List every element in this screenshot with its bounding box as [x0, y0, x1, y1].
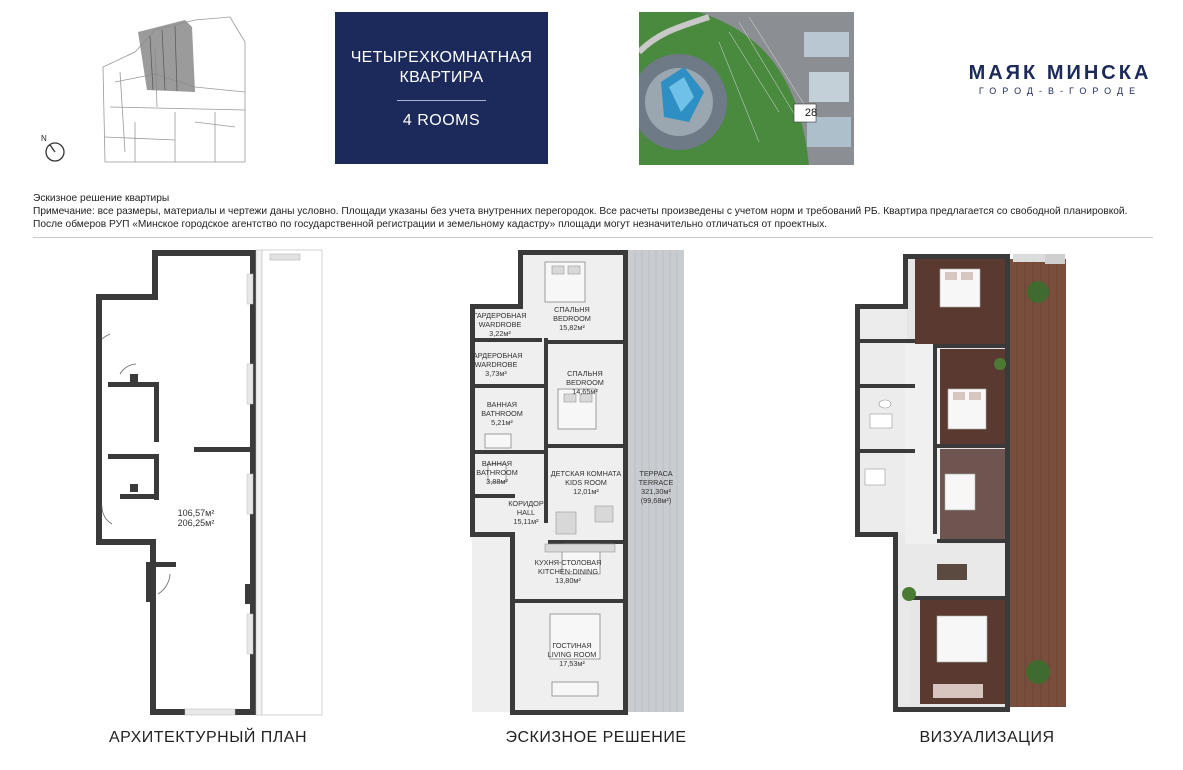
compass-label: N [41, 134, 47, 143]
logo-main-text: МАЯК МИНСКА [968, 62, 1152, 84]
living-area: 17,53м² [559, 659, 585, 668]
wardrobe1-area: 3,22м² [489, 329, 511, 338]
kids-en: KIDS ROOM [565, 478, 607, 487]
wardrobe1-ru: ГАРДЕРОБНАЯ [473, 311, 527, 320]
arch-area2: 206,25м² [177, 518, 215, 528]
bedroom2-en: BEDROOM [566, 378, 604, 387]
apartment-title-box [335, 12, 548, 164]
kids-area: 12,01м² [573, 487, 599, 496]
title-line1: ЧЕТЫРЕХКОМНАТНАЯ [350, 49, 533, 66]
bedroom1-area: 15,82м² [559, 323, 585, 332]
building-number: 28 [804, 107, 818, 119]
logo-sub-text: ГОРОД-В-ГОРОДЕ [978, 86, 1142, 96]
title-rooms-en: 4 ROOMS [402, 112, 481, 129]
kitchen-en: KITCHEN-DINING [538, 567, 598, 576]
kitchen-area: 13,80м² [555, 576, 581, 585]
arch-plan-caption: АРХИТЕКТУРНЫЙ ПЛАН [108, 729, 308, 746]
terrace-ru: ТЕРРАСА [639, 469, 673, 478]
bath2-ru: ВАННАЯ [481, 459, 513, 468]
terrace-area2: (99,68м²) [640, 496, 672, 505]
kitchen-ru: КУХНЯ-СТОЛОВАЯ [534, 558, 602, 567]
notes-heading: Эскизное решение квартиры [33, 193, 170, 204]
bath1-area: 5,21м² [491, 418, 513, 427]
bath1-en: BATHROOM [481, 409, 523, 418]
hall-area: 15,11м² [513, 517, 539, 526]
living-en: LIVING ROOM [547, 650, 597, 659]
wardrobe2-en: WARDROBE [474, 360, 518, 369]
bath2-area: 3,88м² [486, 477, 508, 486]
arch-area1: 106,57м² [177, 508, 215, 518]
wardrobe2-area: 3,73м² [485, 369, 507, 378]
hall-ru: КОРИДОР [508, 499, 544, 508]
sketch-plan [460, 244, 700, 719]
title-line2: КВАРТИРА [399, 69, 484, 86]
hall-en: HALL [516, 508, 536, 517]
notes-divider [33, 237, 1153, 238]
title-divider [397, 100, 486, 101]
aerial-site-image [639, 12, 854, 165]
bedroom1-en: BEDROOM [553, 314, 591, 323]
architectural-plan [90, 244, 330, 719]
wardrobe1-en: WARDROBE [478, 320, 522, 329]
notes-line1: Примечание: все размеры, материалы и чертежи даны условно. Площади указаны без учета внутренних перегородок. Все расчеты произведены с учетом норм и требований РБ. Квартира предлагается со свободной планировкой. [33, 206, 1128, 217]
terrace-en: TERRACE [638, 478, 674, 487]
kids-ru: ДЕТСКАЯ КОМНАТА [550, 469, 622, 478]
sketch-plan-caption: ЭСКИЗНОЕ РЕШЕНИЕ [505, 729, 687, 746]
visualization-caption: ВИЗУАЛИЗАЦИЯ [919, 729, 1055, 746]
visualization-plan [845, 244, 1070, 719]
living-ru: ГОСТИНАЯ [552, 641, 592, 650]
bath2-en: BATHROOM [476, 468, 518, 477]
bedroom2-ru: СПАЛЬНЯ [567, 369, 603, 378]
notes-block [33, 192, 1163, 231]
brand-logo[interactable] [960, 62, 1160, 102]
wardrobe2-ru: ГАРДЕРОБНАЯ [469, 351, 523, 360]
notes-line2: После обмеров РУП «Минское городское агентство по государственной регистрации и земельному кадастру» площади могут незначительно отличаться от проектных. [33, 219, 828, 230]
terrace-area: 321,30м² [641, 487, 671, 496]
site-key-map [95, 12, 255, 167]
bath1-ru: ВАННАЯ [486, 400, 518, 409]
bedroom1-ru: СПАЛЬНЯ [554, 305, 590, 314]
bedroom2-area: 14,65м² [572, 387, 598, 396]
